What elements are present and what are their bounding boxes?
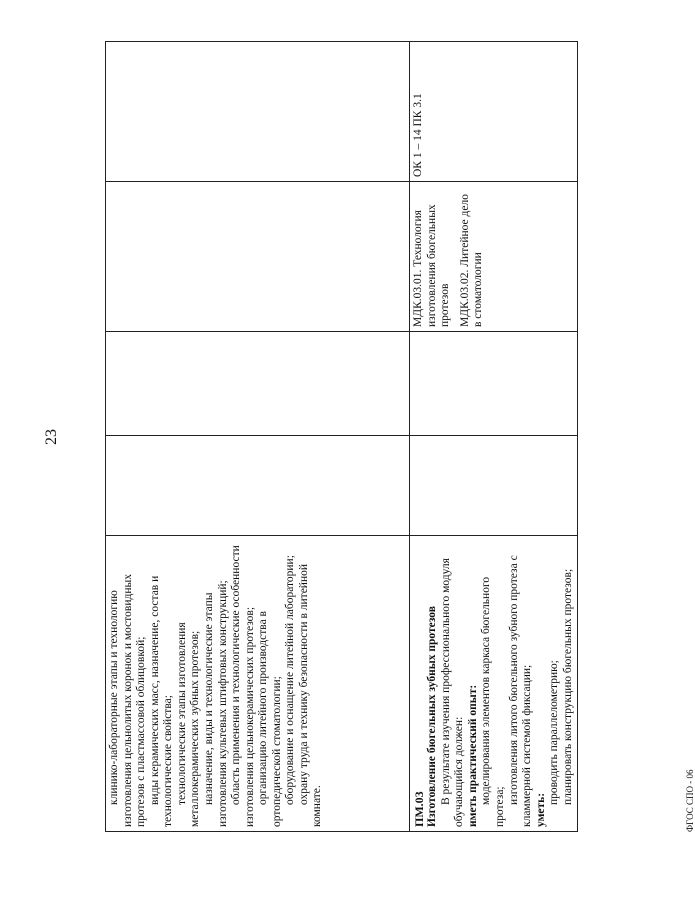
module-text-line: уметь: [534,792,547,827]
module-text-line: клинико-лабораторные этапы и технологию изготовления цельнолитых коронок и мостовидных протезов с пластмассовой облицовкой; [108,574,148,827]
competencies-cell-2: ОК 1 – 14 ПК 3.1 [410,42,578,182]
module-text-line: назначение, виды и технологические этапы изготовления культевых штифтовых конструкций; [202,580,229,827]
empty-cell [106,436,410,536]
footer: ФГОС СПО - 06 [685,769,695,832]
module-text-line: В результате изучения профессионального модуля обучающийся должен: [439,558,466,827]
module-text-line: проводить параллелометрию; [548,660,561,805]
empty-cell [410,436,578,536]
table-row [410,42,578,832]
module-text-line: область применения и технологические особенности изготовления цельнокерамических протезов; [230,545,256,827]
module-text-line: планировать конструкцию бюгельных протезов; [561,568,574,805]
module-code: ПМ.03 [412,791,426,827]
module-text-line: виды керамических масс, назначение, состав и технологические свойства; [148,575,175,827]
mdk-cell-2 [410,182,578,332]
empty-cell [106,332,410,436]
module-text-line: охрану труда и технику безопасности в литейной комнате. [297,563,324,827]
mdk-item: МДК.03.02. Литейное дело в стоматологии [458,194,485,327]
empty-cell [410,332,578,436]
rotated-page [43,42,695,832]
module-text-line: Изготовление бюгельных зубных протезов [426,606,439,827]
text-cell-2 [410,536,578,832]
module-text-line: иметь практический опыт: [466,684,479,827]
module-text-line: изготовления литого бюгельного зубного протеза с кламмерной системой фиксации; [507,555,534,827]
curriculum-table [105,41,645,832]
module-text-line: оборудование и оснащение литейной лаборатории; [284,555,297,805]
page-number: 23 [43,429,60,445]
mdk-cell-1 [106,182,410,332]
competencies-cell-1 [106,42,410,182]
code-row [578,42,645,832]
table-row [106,42,410,832]
module-text-line: моделирования элементов каркаса бюгельного протеза; [480,576,506,827]
mdk-item: МДК.03.01. Технология изготовления бюгельных протезов [412,204,452,327]
text-cell-1 [106,536,410,832]
module-text-line: технологические этапы изготовления металлокерамических зубных протезов; [175,622,202,827]
module-text-line: организацию литейного производства в ортопедической стоматологии; [257,611,283,827]
